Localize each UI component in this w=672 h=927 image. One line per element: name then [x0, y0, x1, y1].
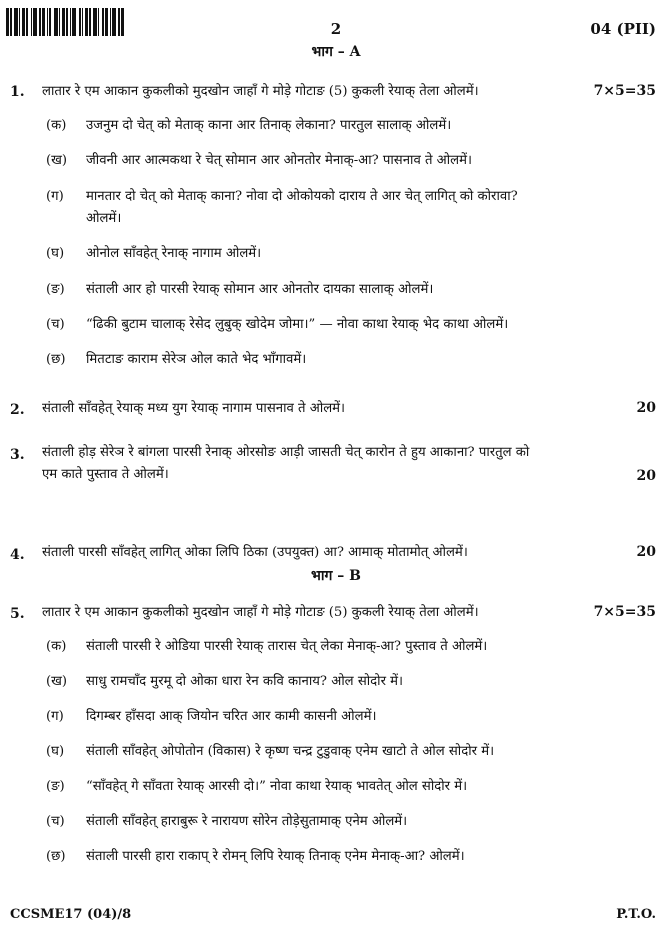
part-a-title: भाग – A	[311, 44, 361, 60]
q1-sub-text: मानतार दो चेत् को मेताक् काना? नोवा दो ओकोयको दाराय ते आर चेत् लागित् को कोरावा?	[86, 189, 518, 204]
q5-sub-label: (ख)	[46, 674, 68, 689]
q5-sub-text: संताली पारसी हारा राकाप् रे रोमन् लिपि रेयाक् तिनाक् एनेम मेनाक्-आ? ओलमें।	[86, 849, 465, 864]
q5-marks: 7×5=35	[593, 604, 656, 620]
q3-number: 3.	[10, 447, 25, 463]
q1-sub-text: जीवनी आर आत्मकथा रे चेत् सोमान आर ओनतोर मेनाक्-आ? पासनाव ते ओलमें।	[86, 153, 473, 168]
q1-sub-label: (छ)	[46, 352, 66, 367]
q5-sub-label: (छ)	[46, 849, 66, 864]
q1-sub-text: संताली आर हो पारसी रेयाक् सोमान आर ओनतोर दायका सालाक् ओलमें।	[86, 282, 434, 297]
q1-sub-label: (च)	[46, 317, 65, 332]
page-number: 2	[330, 20, 342, 38]
q5-sub-text: साधु रामचाँद मुरमू दो ओका धारा रेन कवि कानाय? ओल सोदोर में।	[86, 674, 404, 689]
q4-number: 4.	[10, 547, 25, 563]
q5-sub-label: (च)	[46, 814, 65, 829]
q1-number: 1.	[10, 84, 25, 100]
q5-sub-text: संताली साँवहेत् हाराबुरू रे नारायण सोरेन तोड़ेसुतामाक् एनेम ओलमें।	[86, 814, 408, 829]
q1-sub-text: “ढिकी बुटाम चालाक् रेसेद लुबुक् खोदेम जोमा।” — नोवा काथा रेयाक् भेद काथा ओलमें।	[86, 317, 509, 332]
q1-sub-label: (घ)	[46, 246, 65, 261]
q1-sub-text: मितटाङ काराम सेरेञ ओल काते भेद भाँगावमें।	[86, 352, 307, 367]
q1-sub-text: ओनोल साँवहेत् रेनाक् नागाम ओलमें।	[86, 246, 262, 261]
q2-number: 2.	[10, 402, 25, 418]
q1-sub-label: (ग)	[46, 189, 64, 204]
q1-sub-label: (ख)	[46, 153, 68, 168]
q1-sub-label: (क)	[46, 118, 67, 133]
q5-sub-label: (क)	[46, 639, 67, 654]
q5-text: लातार रे एम आकान कुकलीको मुदखोन जाहाँ गे मोड़े गोटाङ (5) कुकली रेयाक् तेला ओलमें।	[42, 605, 479, 620]
q5-sub-label: (ङ)	[46, 779, 65, 794]
pto-label: P.T.O.	[616, 907, 656, 922]
q2-text: संताली साँवहेत् रेयाक् मध्य युग रेयाक् नागाम पासनाव ते ओलमें।	[42, 401, 346, 416]
footer-code: CCSME17 (04)/8	[10, 907, 132, 922]
q4-marks: 20	[636, 544, 656, 560]
q1-text: लातार रे एम आकान कुकलीको मुदखोन जाहाँ गे मोड़े गोटाङ (5) कुकली रेयाक् तेला ओलमें।	[42, 84, 479, 99]
q3-text: संताली होड़ सेरेञ रे बांगला पारसी रेनाक् ओरसोङ आड़ी जासती चेत् कारोन ते हुय आकाना? पारतुल को	[42, 445, 530, 460]
q5-sub-text: संताली साँवहेत् ओपोतोन (विकास) रे कृष्ण चन्द्र टुडुवाक् एनेम खाटो ते ओल सोदोर में।	[86, 744, 495, 759]
q3-marks: 20	[636, 468, 656, 484]
q5-number: 5.	[10, 606, 25, 622]
q1-sub-label: (ङ)	[46, 282, 65, 297]
q5-sub-label: (ग)	[46, 709, 64, 724]
q1-sub-text: उजनुम दो चेत् को मेताक् काना आर तिनाक् लेकाना? पारतुल सालाक् ओलमें।	[86, 118, 452, 133]
part-b-title: भाग – B	[311, 568, 361, 584]
q3-text-cont: एम काते पुस्ताव ते ओलमें।	[42, 467, 169, 482]
q5-sub-text: “साँवहेत् गे साँवता रेयाक् आरसी दो।” नोवा काथा रेयाक् भावतेत् ओल सोदोर में।	[86, 779, 468, 794]
q5-sub-text: दिगम्बर हाँसदा आक् जियोन चरित आर कामी कासनी ओलमें।	[86, 709, 377, 724]
paper-code: 04 (PII)	[590, 20, 656, 38]
q1-marks: 7×5=35	[593, 83, 656, 99]
q5-sub-text: संताली पारसी रे ओडिया पारसी रेयाक् तारास चेत् लेका मेनाक्-आ? पुस्ताव ते ओलमें।	[86, 639, 488, 654]
q4-text: संताली पारसी साँवहेत् लागित् ओका लिपि ठिका (उपयुक्त) आ? आमाक् मोतामोत् ओलमें।	[42, 545, 468, 560]
q2-marks: 20	[636, 400, 656, 416]
q1-sub-text-cont: ओलमें।	[86, 211, 122, 226]
q5-sub-label: (घ)	[46, 744, 65, 759]
